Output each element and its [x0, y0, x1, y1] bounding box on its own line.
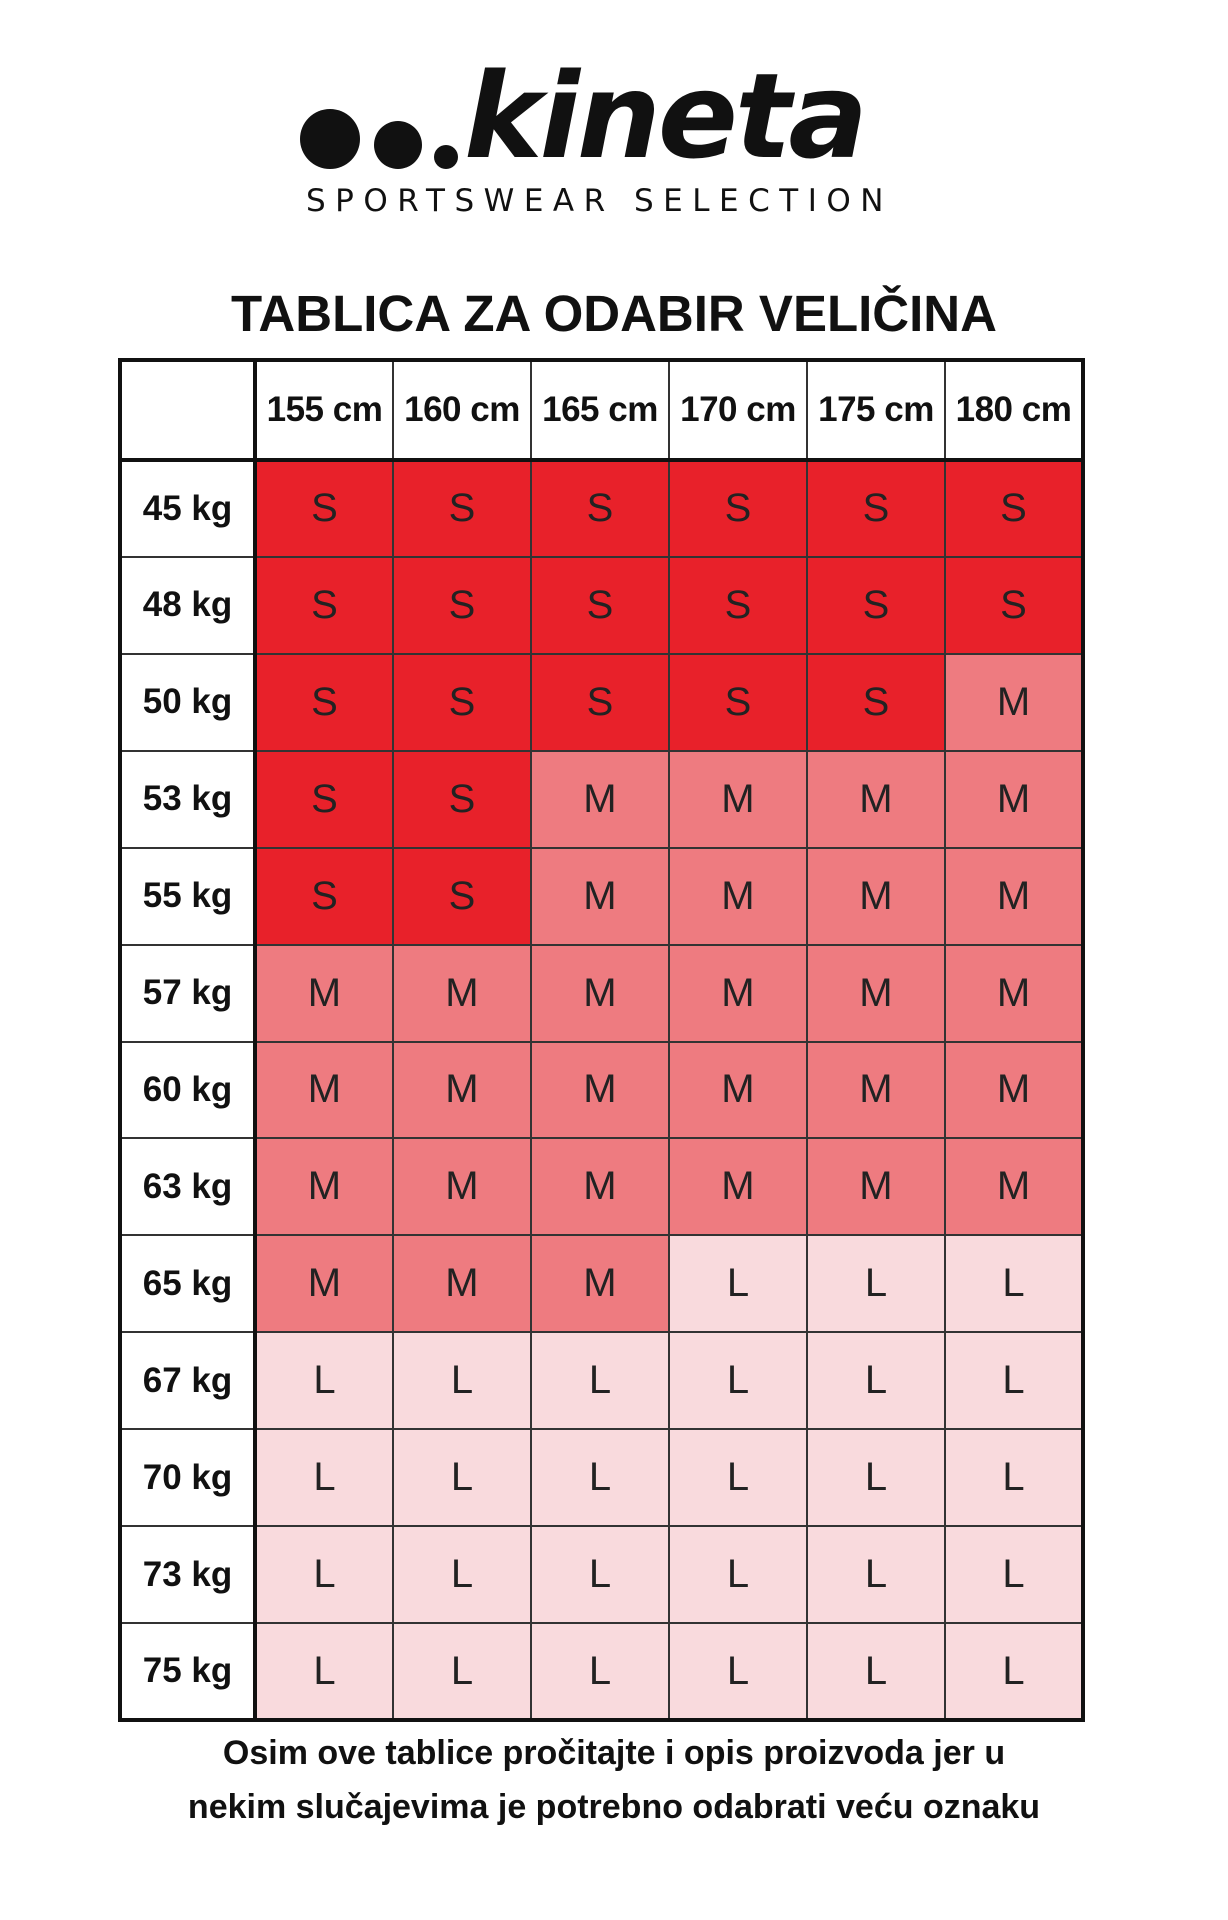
size-cell: L	[255, 1526, 393, 1623]
table-row	[120, 557, 1083, 654]
logo-dot-small-icon	[434, 145, 458, 169]
size-cell: L	[945, 1526, 1083, 1623]
size-cell: M	[393, 1235, 531, 1332]
size-cell: M	[531, 1042, 669, 1139]
table-row	[120, 1332, 1083, 1429]
size-cell: S	[531, 557, 669, 654]
size-cell: L	[393, 1332, 531, 1429]
size-cell: S	[393, 654, 531, 751]
header-row	[120, 360, 1083, 460]
table-row	[120, 654, 1083, 751]
size-cell: S	[255, 557, 393, 654]
size-cell: M	[393, 1138, 531, 1235]
corner-cell	[120, 360, 255, 460]
size-cell: M	[669, 1042, 807, 1139]
size-cell: S	[393, 460, 531, 557]
size-cell: M	[807, 945, 945, 1042]
size-cell: S	[393, 751, 531, 848]
size-cell: S	[807, 654, 945, 751]
size-cell: L	[669, 1526, 807, 1623]
brand-wordmark: kineta	[464, 47, 865, 185]
size-cell: L	[255, 1429, 393, 1526]
weight-label: 60 kg	[120, 1042, 255, 1139]
weight-label: 53 kg	[120, 751, 255, 848]
weight-label: 65 kg	[120, 1235, 255, 1332]
size-cell: S	[255, 654, 393, 751]
size-cell: L	[531, 1332, 669, 1429]
table-row	[120, 945, 1083, 1042]
table-row	[120, 1042, 1083, 1139]
size-cell: M	[393, 1042, 531, 1139]
size-cell: S	[393, 848, 531, 945]
size-cell: L	[807, 1235, 945, 1332]
size-cell: L	[531, 1526, 669, 1623]
size-cell: S	[807, 460, 945, 557]
size-cell: M	[531, 945, 669, 1042]
size-cell: M	[945, 654, 1083, 751]
size-cell: L	[669, 1623, 807, 1720]
logo-dot-medium-icon	[374, 121, 422, 169]
note-line: Osim ove tablice pročitajte i opis proizvoda jer u	[222, 1734, 1006, 1772]
size-cell: M	[945, 1042, 1083, 1139]
size-cell: M	[807, 751, 945, 848]
size-cell: L	[531, 1623, 669, 1720]
weight-label: 45 kg	[120, 460, 255, 557]
size-cell: M	[255, 1235, 393, 1332]
weight-label: 63 kg	[120, 1138, 255, 1235]
size-chart-table	[118, 358, 1085, 1722]
height-header: 160 cm	[393, 360, 531, 460]
size-cell: M	[531, 1235, 669, 1332]
height-header: 170 cm	[669, 360, 807, 460]
size-cell: L	[255, 1332, 393, 1429]
weight-label: 70 kg	[120, 1429, 255, 1526]
table-row	[120, 1429, 1083, 1526]
height-header: 180 cm	[945, 360, 1083, 460]
size-cell: M	[945, 848, 1083, 945]
size-cell: M	[531, 1138, 669, 1235]
page-title: TABLICA ZA ODABIR VELIČINA	[231, 285, 997, 342]
size-cell: L	[807, 1623, 945, 1720]
size-cell: S	[255, 848, 393, 945]
size-cell: L	[807, 1526, 945, 1623]
size-cell: L	[945, 1623, 1083, 1720]
size-cell: S	[531, 460, 669, 557]
table-row	[120, 1526, 1083, 1623]
size-cell: M	[669, 751, 807, 848]
size-cell: M	[669, 1138, 807, 1235]
size-cell: M	[945, 1138, 1083, 1235]
size-cell: M	[945, 945, 1083, 1042]
table-row	[120, 848, 1083, 945]
size-cell: L	[945, 1429, 1083, 1526]
size-cell: M	[807, 1138, 945, 1235]
table-row	[120, 1623, 1083, 1720]
size-cell: S	[393, 557, 531, 654]
size-cell: S	[255, 460, 393, 557]
size-cell: M	[807, 848, 945, 945]
logo-dot-large-icon	[300, 109, 360, 169]
brand-tagline: SPORTSWEAR SELECTION	[306, 183, 893, 219]
size-cell: S	[669, 557, 807, 654]
size-cell: L	[669, 1332, 807, 1429]
size-table-body	[120, 460, 1083, 1720]
size-cell: L	[669, 1429, 807, 1526]
weight-label: 48 kg	[120, 557, 255, 654]
size-cell: L	[531, 1429, 669, 1526]
size-cell: M	[393, 945, 531, 1042]
size-cell: M	[255, 1042, 393, 1139]
size-cell: M	[531, 848, 669, 945]
size-cell: S	[945, 557, 1083, 654]
logo-mark	[300, 47, 865, 185]
size-cell: M	[255, 945, 393, 1042]
weight-label: 57 kg	[120, 945, 255, 1042]
size-cell: S	[669, 460, 807, 557]
size-cell: M	[669, 945, 807, 1042]
size-cell: M	[255, 1138, 393, 1235]
size-cell: L	[669, 1235, 807, 1332]
weight-label: 75 kg	[120, 1623, 255, 1720]
size-cell: L	[393, 1526, 531, 1623]
table-row	[120, 460, 1083, 557]
size-cell: L	[255, 1623, 393, 1720]
note-line: nekim slučajevima je potrebno odabrati veću oznaku	[187, 1788, 1041, 1826]
weight-label: 73 kg	[120, 1526, 255, 1623]
table-row	[120, 751, 1083, 848]
size-cell: S	[531, 654, 669, 751]
height-header: 155 cm	[255, 360, 393, 460]
footer-note	[0, 1726, 1228, 1834]
height-header: 175 cm	[807, 360, 945, 460]
size-cell: S	[669, 654, 807, 751]
size-cell: S	[807, 557, 945, 654]
brand-logo	[300, 47, 930, 225]
weight-label: 50 kg	[120, 654, 255, 751]
size-cell: L	[393, 1429, 531, 1526]
size-cell: L	[393, 1623, 531, 1720]
size-cell: L	[807, 1429, 945, 1526]
size-cell: M	[531, 751, 669, 848]
size-cell: S	[945, 460, 1083, 557]
table-row	[120, 1138, 1083, 1235]
weight-label: 55 kg	[120, 848, 255, 945]
size-cell: L	[807, 1332, 945, 1429]
size-cell: M	[807, 1042, 945, 1139]
size-cell: M	[669, 848, 807, 945]
size-cell: S	[255, 751, 393, 848]
size-cell: L	[945, 1235, 1083, 1332]
size-cell: L	[945, 1332, 1083, 1429]
height-header: 165 cm	[531, 360, 669, 460]
size-cell: M	[945, 751, 1083, 848]
table-row	[120, 1235, 1083, 1332]
weight-label: 67 kg	[120, 1332, 255, 1429]
